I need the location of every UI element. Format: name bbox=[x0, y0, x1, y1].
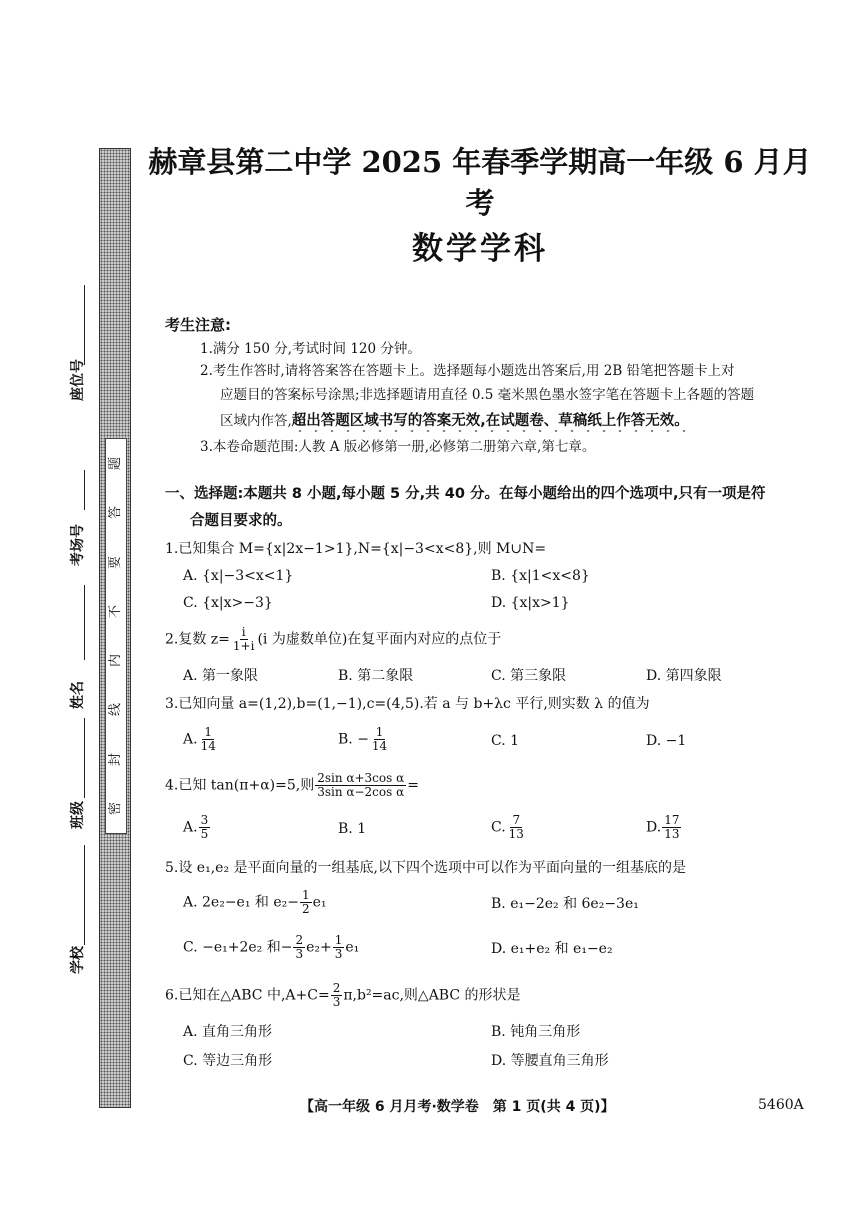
fraction-numerator: 1 bbox=[334, 933, 343, 947]
option-text: e₁ bbox=[312, 894, 327, 911]
class-label: 班级 bbox=[70, 801, 86, 829]
subject-title: 数学学科 bbox=[412, 231, 548, 267]
question-3-option-d: D. −1 bbox=[646, 733, 687, 749]
fraction-denominator: 14 bbox=[200, 739, 216, 753]
fraction-denominator: 3 bbox=[295, 947, 304, 961]
question-2-option-c: C. 第三象限 bbox=[491, 668, 567, 684]
fraction-numerator: 2 bbox=[295, 933, 304, 947]
notice-emphasis: 超出答题区域书写的答案无效,在试题卷、草稿纸上作答无效。 bbox=[292, 413, 689, 434]
notice-heading: 考生注意: bbox=[165, 316, 231, 334]
option-label: A. bbox=[183, 819, 198, 836]
page-footer: 【高一年级 6 月月考·数学卷 第 1 页(共 4 页)】 bbox=[300, 1099, 615, 1115]
school-line[interactable] bbox=[84, 845, 85, 945]
fraction-denominator: 3sin α−2cos α bbox=[317, 785, 405, 799]
seal-char: 题 bbox=[108, 457, 124, 471]
option-text: A. 2e₂−e₁ 和 e₂− bbox=[183, 894, 299, 911]
option-text: C. −e₁+2e₂ 和− bbox=[183, 939, 293, 956]
notice-item-2-line-3 bbox=[220, 408, 830, 434]
school-label: 学校 bbox=[70, 946, 86, 974]
section-heading-cont: 合题目要求的。 bbox=[190, 513, 292, 529]
notice-item-2-line-1: 2.考生作答时,请将答案答在答题卡上。选择题每小题选出答案后,用 2B 铅笔把答题卡上对 bbox=[200, 363, 735, 379]
fraction-numerator: 1 bbox=[301, 888, 310, 902]
option-fraction bbox=[293, 934, 305, 961]
seal-char: 封 bbox=[108, 752, 124, 766]
seal-line-notice bbox=[105, 438, 127, 834]
question-1-option-c: C. {x|x>−3} bbox=[183, 595, 273, 611]
question-3-option-b bbox=[338, 726, 390, 753]
question-3-option-a bbox=[183, 726, 219, 753]
name-line[interactable] bbox=[84, 585, 85, 660]
q4-fraction bbox=[315, 772, 406, 799]
fraction-denominator: 5 bbox=[200, 827, 209, 841]
seat-number-label: 座位号 bbox=[70, 359, 86, 401]
notice-item-3: 3.本卷命题范围:人教 A 版必修第一册,必修第二册第六章,第七章。 bbox=[200, 439, 596, 455]
fraction-numerator: 2sin α+3cos α bbox=[317, 771, 405, 785]
fraction-numerator: 2 bbox=[332, 981, 341, 995]
fraction-denominator: 3 bbox=[334, 947, 343, 961]
option-text: e₂+ bbox=[306, 939, 332, 956]
option-fraction bbox=[507, 814, 526, 841]
class-line[interactable] bbox=[84, 718, 85, 798]
question-1-option-d: D. {x|x>1} bbox=[491, 595, 570, 611]
fraction-numerator: i bbox=[241, 625, 246, 639]
seal-char: 答 bbox=[108, 506, 124, 520]
option-label: B. − bbox=[338, 731, 369, 748]
option-fraction bbox=[199, 726, 218, 753]
question-6-option-b: B. 钝角三角形 bbox=[491, 1024, 581, 1040]
seal-char: 线 bbox=[108, 703, 124, 717]
q2-stem-post: (i 为虚数单位)在复平面内对应的点位于 bbox=[257, 631, 502, 648]
seal-char: 内 bbox=[108, 654, 124, 668]
exam-title: 赫章县第二中学 2025 年春季学期高一年级 6 月月考 bbox=[148, 145, 812, 220]
fraction-numerator: 17 bbox=[664, 813, 680, 827]
q4-stem-post: = bbox=[407, 777, 419, 794]
q2-fraction bbox=[231, 626, 257, 653]
question-4-option-b: B. 1 bbox=[338, 821, 367, 837]
q6-stem-post: π,b²=ac,则△ABC 的形状是 bbox=[343, 987, 521, 1004]
fraction-denominator: 13 bbox=[508, 827, 524, 841]
paper-code: 5460A bbox=[758, 1097, 804, 1113]
question-2-option-b: B. 第二象限 bbox=[338, 668, 414, 684]
section-heading: 一、选择题:本题共 8 小题,每小题 5 分,共 40 分。在每小题给出的四个选项中,只有一项是符 bbox=[165, 486, 766, 502]
fraction-numerator: 7 bbox=[512, 813, 521, 827]
option-fraction bbox=[199, 814, 211, 841]
question-1-option-b: B. {x|1<x<8} bbox=[491, 568, 590, 584]
question-6-option-c: C. 等边三角形 bbox=[183, 1053, 273, 1069]
option-fraction bbox=[370, 726, 389, 753]
option-label: C. bbox=[491, 819, 506, 836]
fraction-denominator: 14 bbox=[371, 739, 388, 753]
fraction-denominator: 13 bbox=[664, 827, 680, 841]
notice-item-2-text: 区域内作答, bbox=[220, 413, 292, 429]
question-5-option-c bbox=[183, 934, 359, 961]
q2-stem-pre: 2.复数 z= bbox=[165, 631, 230, 648]
option-fraction bbox=[300, 889, 312, 916]
question-1-stem: 1.已知集合 M={x|2x−1>1},N={x|−3<x<8},则 M∪N= bbox=[165, 541, 547, 557]
exam-room-line[interactable] bbox=[84, 470, 85, 510]
seal-char: 密 bbox=[108, 801, 124, 815]
notice-item-1: 1.满分 150 分,考试时间 120 分钟。 bbox=[200, 341, 421, 357]
name-label: 姓名 bbox=[70, 681, 86, 709]
notice-item-2-line-2: 应题目的答案标号涂黑;非选择题请用直径 0.5 毫米黑色墨水签字笔在答题卡上各题的答题 bbox=[220, 387, 755, 403]
seal-char: 要 bbox=[108, 555, 124, 569]
fraction-denominator: 2 bbox=[301, 902, 310, 916]
question-3-stem: 3.已知向量 a=(1,2),b=(1,−1),c=(4,5).若 a 与 b+λc 平行,则实数 λ 的值为 bbox=[165, 696, 650, 712]
question-6-option-a: A. 直角三角形 bbox=[183, 1024, 273, 1040]
option-fraction bbox=[662, 814, 681, 841]
question-2-option-a: A. 第一象限 bbox=[183, 668, 259, 684]
seal-char: 不 bbox=[108, 604, 124, 618]
fraction-denominator: 1+i bbox=[232, 639, 255, 653]
question-5-option-b: B. e₁−2e₂ 和 6e₂−3e₁ bbox=[491, 896, 639, 912]
fraction-numerator: 1 bbox=[204, 725, 213, 739]
q6-fraction bbox=[331, 982, 343, 1009]
question-6-stem bbox=[165, 982, 521, 1009]
question-4-option-a bbox=[183, 814, 211, 841]
option-label: D. bbox=[646, 819, 662, 836]
fraction-numerator: 3 bbox=[200, 813, 209, 827]
option-label: A. bbox=[183, 731, 198, 748]
question-4-option-d bbox=[646, 814, 682, 841]
question-2-stem bbox=[165, 626, 501, 653]
question-4-stem bbox=[165, 772, 419, 799]
option-fraction bbox=[333, 934, 345, 961]
q6-stem-pre: 6.已知在△ABC 中,A+C= bbox=[165, 987, 330, 1004]
q4-stem-pre: 4.已知 tan(π+α)=5,则 bbox=[165, 777, 315, 794]
option-text: e₁ bbox=[345, 939, 360, 956]
question-5-option-d: D. e₁+e₂ 和 e₁−e₂ bbox=[491, 941, 613, 957]
question-5-stem: 5.设 e₁,e₂ 是平面向量的一组基底,以下四个选项中可以作为平面向量的一组基底的是 bbox=[165, 860, 686, 876]
question-4-option-c bbox=[491, 814, 527, 841]
question-1-option-a: A. {x|−3<x<1} bbox=[183, 568, 294, 584]
question-5-option-a bbox=[183, 889, 327, 916]
fraction-numerator: 1 bbox=[375, 725, 384, 739]
fraction-denominator: 3 bbox=[332, 995, 341, 1009]
exam-room-label: 考场号 bbox=[70, 524, 86, 566]
question-2-option-d: D. 第四象限 bbox=[646, 668, 722, 684]
question-3-option-c: C. 1 bbox=[491, 733, 520, 749]
question-6-option-d: D. 等腰直角三角形 bbox=[491, 1053, 609, 1069]
